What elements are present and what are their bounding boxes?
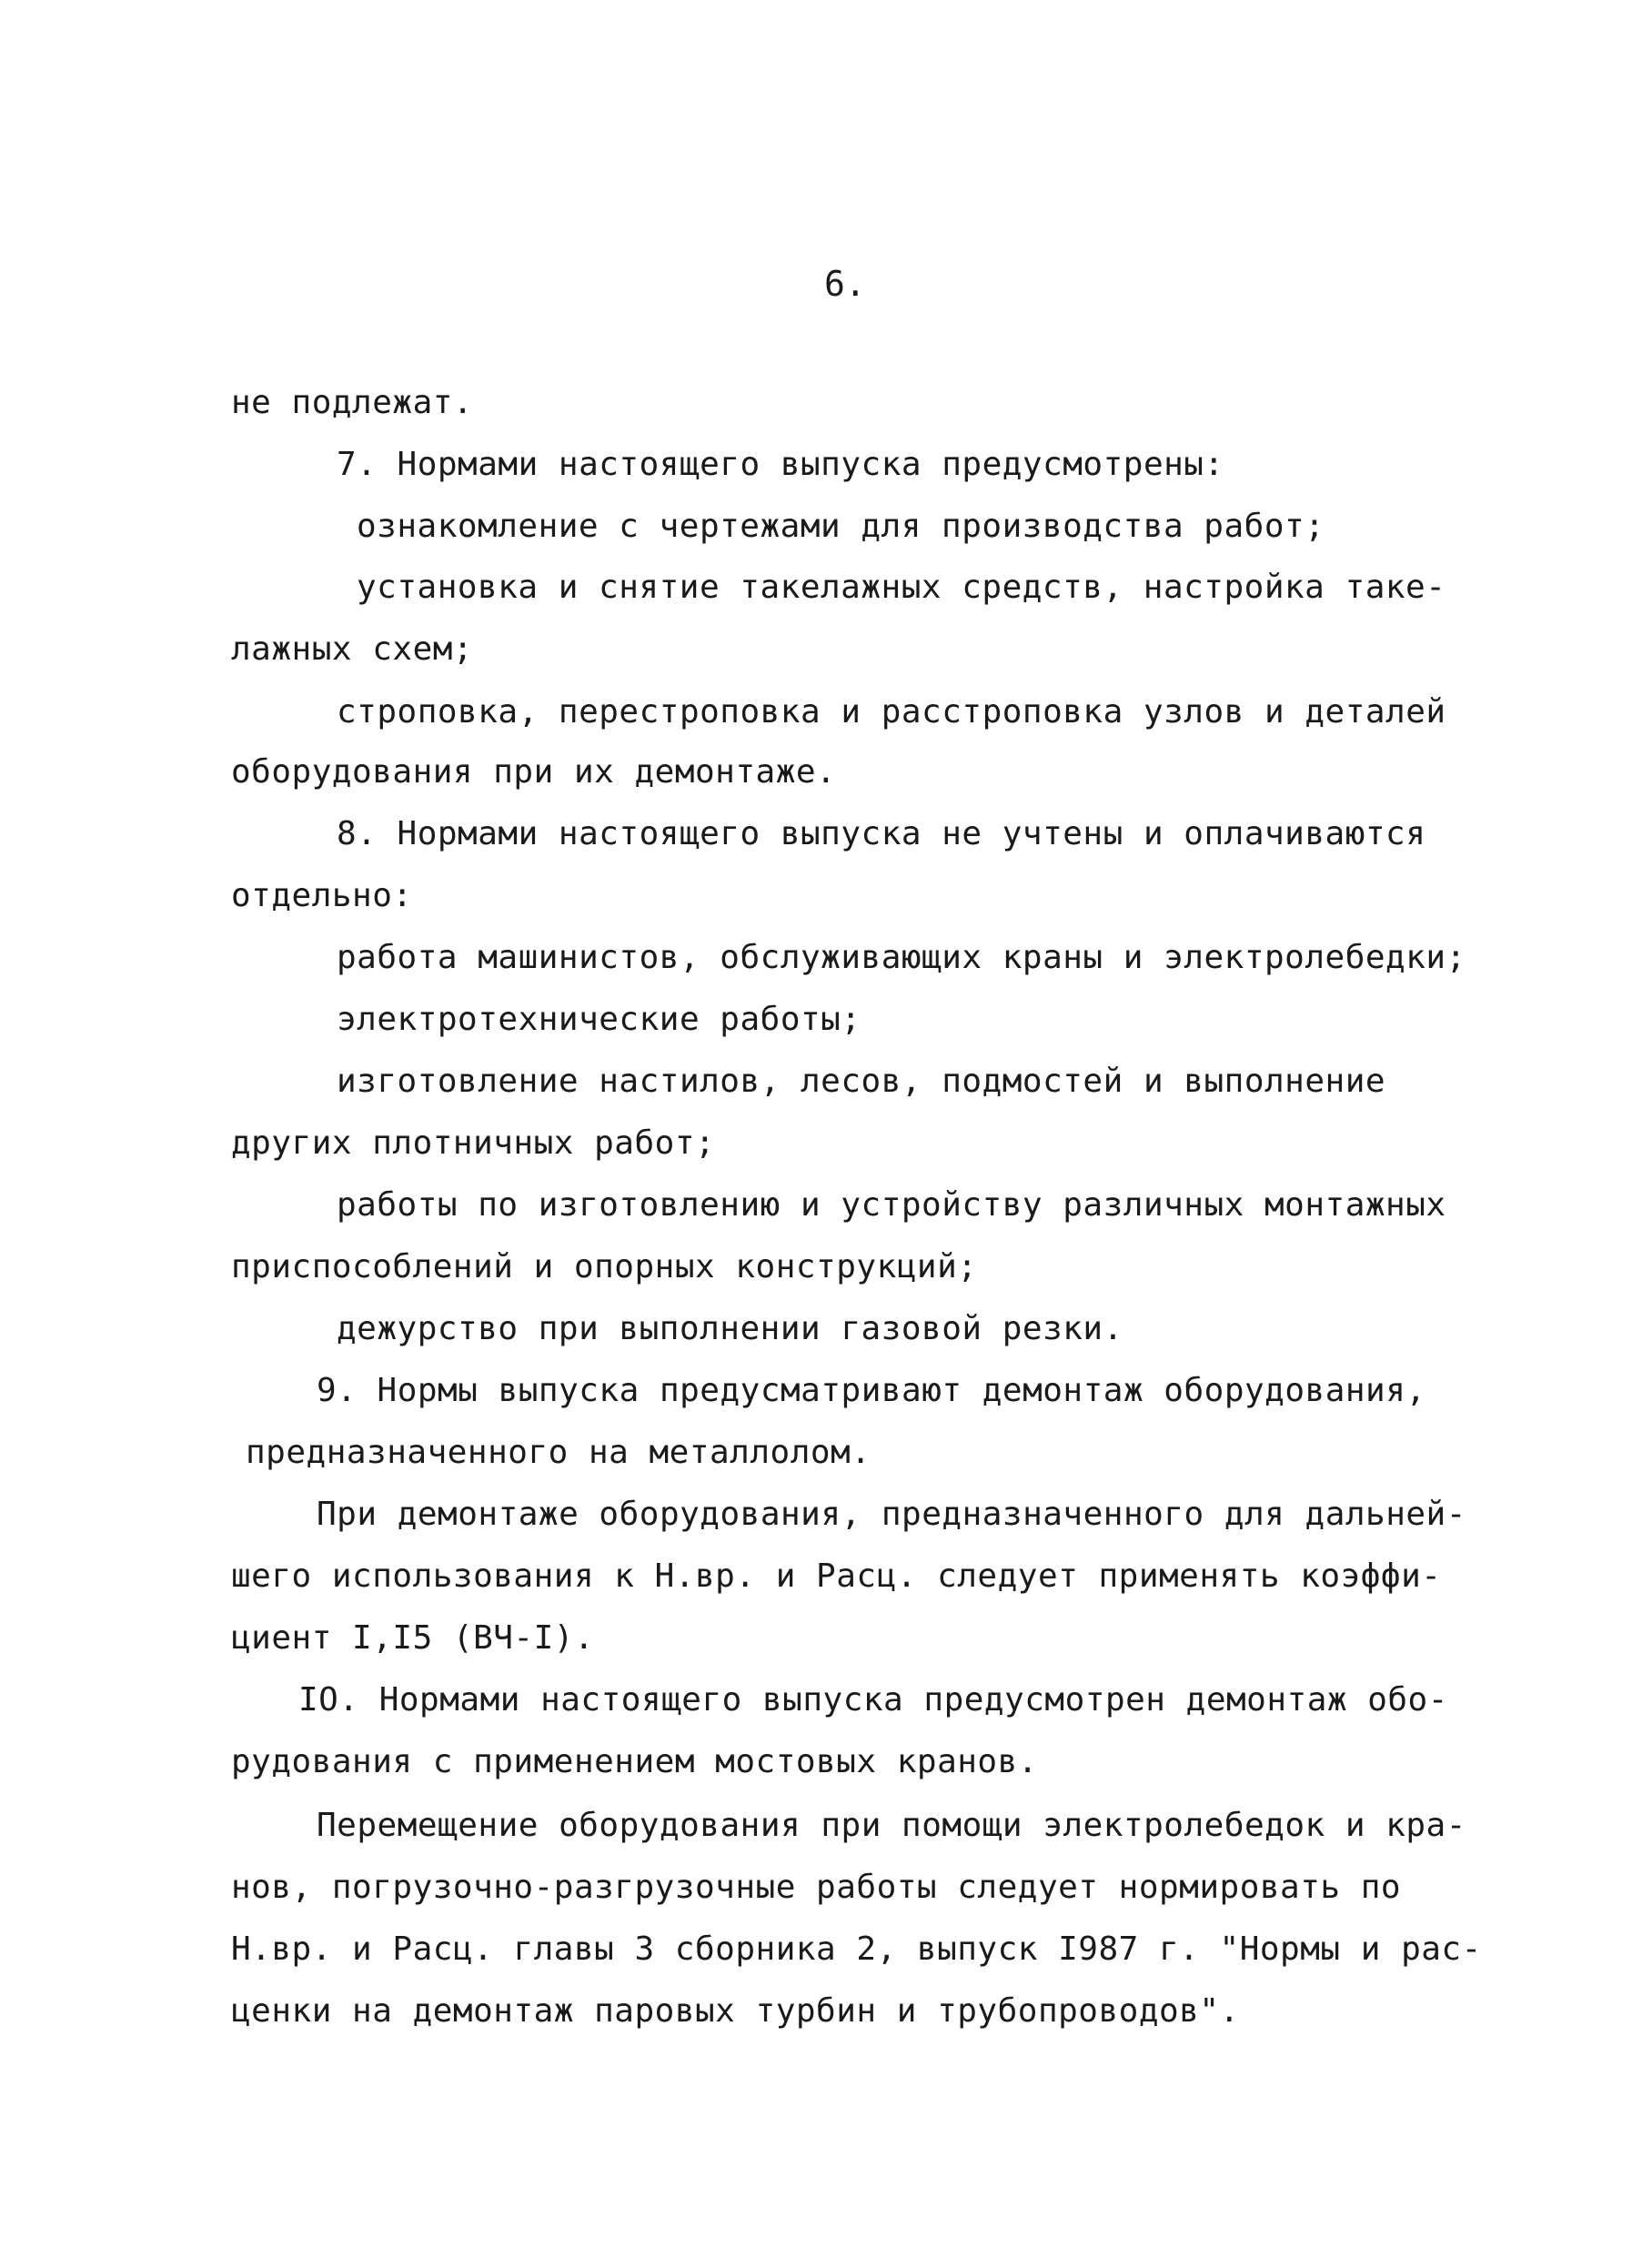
text-line: 8. Нормами настоящего выпуска не учтены и оплачиваются xyxy=(337,815,1426,852)
text-line: нов, погрузочно-разгрузочные работы следует нормировать по xyxy=(231,1869,1402,1906)
text-line: ценки на демонтаж паровых турбин и трубопроводов". xyxy=(231,1992,1240,2030)
text-line: предназначенного на металлолом. xyxy=(246,1434,871,1471)
text-line: циент I,I5 (ВЧ-I). xyxy=(231,1619,595,1657)
page-number: 6. xyxy=(824,264,866,304)
text-line: работы по изготовлению и устройству различных монтажных xyxy=(337,1186,1446,1224)
text-line: ознакомление с чертежами для производства работ; xyxy=(357,508,1325,545)
text-line: приспособлений и опорных конструкций; xyxy=(231,1248,978,1285)
text-line: установка и снятие такелажных средств, настройка таке- xyxy=(357,569,1446,606)
text-line: Н.вр. и Расц. главы 3 сборника 2, выпуск I987 г. "Нормы и рас- xyxy=(231,1930,1482,1968)
text-line: Перемещение оборудования при помощи электролебедок и кра- xyxy=(317,1807,1466,1844)
text-line: 7. Нормами настоящего выпуска предусмотрены: xyxy=(337,446,1224,483)
text-line: изготовление настилов, лесов, подмостей и выполнение xyxy=(337,1063,1386,1100)
text-line: рудования с применением мостовых кранов. xyxy=(231,1743,1038,1780)
text-line: электротехнические работы; xyxy=(337,1001,861,1038)
text-line: дежурство при выполнении газовой резки. xyxy=(337,1310,1123,1347)
text-line: других плотничных работ; xyxy=(231,1124,716,1162)
text-line: оборудования при их демонтаже. xyxy=(231,753,837,791)
text-line: лажных схем; xyxy=(231,630,474,668)
text-line: работа машинистов, обслуживающих краны и электролебедки; xyxy=(337,939,1466,976)
text-line: IO. Нормами настоящего выпуска предусмотрен демонтаж обо- xyxy=(298,1681,1448,1719)
text-line: 9. Нормы выпуска предусматривают демонтаж оборудования, xyxy=(317,1372,1426,1409)
text-line: отдельно: xyxy=(231,877,413,914)
text-line: не подлежат. xyxy=(231,384,474,421)
text-line: При демонтаже оборудования, предназначенного для дальней- xyxy=(317,1496,1466,1533)
text-line: строповка, перестроповка и расстроповка узлов и деталей xyxy=(337,693,1446,731)
text-line: шего использования к Н.вр. и Расц. следует применять коэффи- xyxy=(231,1557,1442,1595)
